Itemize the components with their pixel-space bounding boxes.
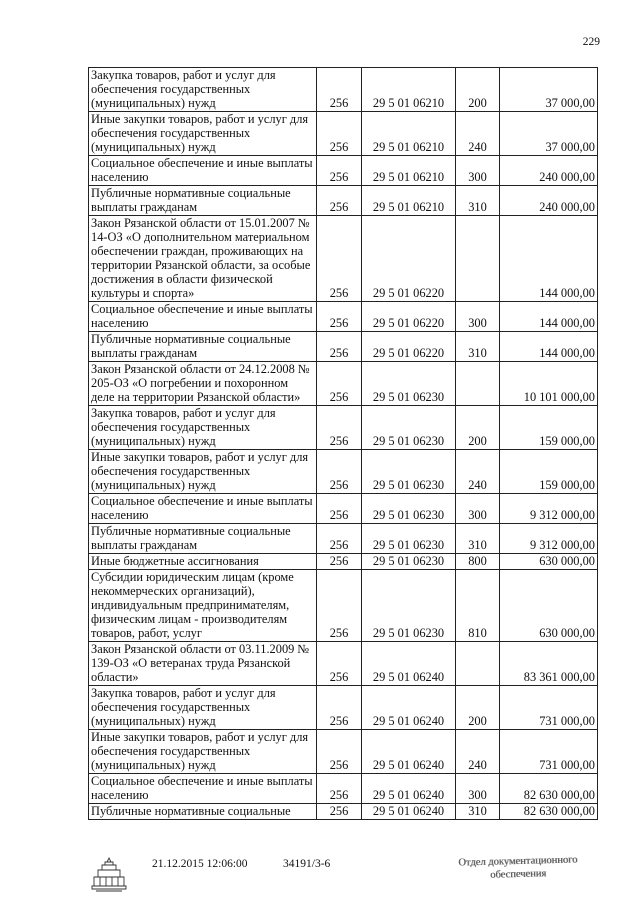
row-ved-code-cell: 256 — [317, 362, 362, 406]
row-expense-type-cell: 240 — [456, 112, 500, 156]
row-ved-code-cell: 256 — [317, 524, 362, 554]
table-row — [89, 156, 598, 186]
row-expense-type-cell — [456, 362, 500, 406]
row-amount-cell: 82 630 000,00 — [500, 774, 598, 804]
table-row — [89, 332, 598, 362]
row-ved-code-cell: 256 — [317, 68, 362, 112]
table-row — [89, 494, 598, 524]
row-amount-cell: 144 000,00 — [500, 332, 598, 362]
row-ved-code-cell: 256 — [317, 450, 362, 494]
coat-of-arms-icon — [88, 856, 130, 894]
row-ved-code-cell: 256 — [317, 216, 362, 302]
row-target-article-cell: 29 5 01 06210 — [362, 186, 456, 216]
row-name-cell: Публичные нормативные социальные выплаты гражданам — [89, 332, 317, 362]
row-name-cell: Закон Рязанской области от 15.01.2007 № 14-ОЗ «О дополнительном материальном обеспечении граждан, проживающих на территории Рязанской области, за особые достижения в области физической культуры и спорта» — [89, 216, 317, 302]
stamp-line-2: обеспечения — [489, 868, 547, 881]
row-name-cell: Закон Рязанской области от 03.11.2009 № 139-ОЗ «О ветеранах труда Рязанской области» — [89, 642, 317, 686]
table-row — [89, 216, 598, 302]
table-row — [89, 570, 598, 642]
row-name-cell: Социальное обеспечение и иные выплаты населению — [89, 302, 317, 332]
row-expense-type-cell: 200 — [456, 686, 500, 730]
footer-date: 21.12.2015 12:06:00 — [152, 858, 248, 870]
row-name-cell: Закупка товаров, работ и услуг для обеспечения государственных (муниципальных) нужд — [89, 686, 317, 730]
row-expense-type-cell: 310 — [456, 186, 500, 216]
page-footer — [0, 850, 640, 900]
row-target-article-cell: 29 5 01 06230 — [362, 406, 456, 450]
row-target-article-cell: 29 5 01 06230 — [362, 570, 456, 642]
row-amount-cell: 630 000,00 — [500, 570, 598, 642]
row-expense-type-cell — [456, 216, 500, 302]
row-ved-code-cell: 256 — [317, 686, 362, 730]
row-expense-type-cell: 200 — [456, 406, 500, 450]
row-target-article-cell: 29 5 01 06240 — [362, 804, 456, 820]
budget-table — [88, 67, 598, 820]
row-name-cell: Социальное обеспечение и иные выплаты населению — [89, 774, 317, 804]
row-amount-cell: 159 000,00 — [500, 450, 598, 494]
row-name-cell: Закон Рязанской области от 24.12.2008 № 205-ОЗ «О погребении и похоронном деле на территории Рязанской области» — [89, 362, 317, 406]
table-row — [89, 68, 598, 112]
row-expense-type-cell: 800 — [456, 554, 500, 570]
row-expense-type-cell: 300 — [456, 774, 500, 804]
row-target-article-cell: 29 5 01 06240 — [362, 642, 456, 686]
row-amount-cell: 10 101 000,00 — [500, 362, 598, 406]
row-ved-code-cell: 256 — [317, 554, 362, 570]
row-expense-type-cell: 310 — [456, 524, 500, 554]
row-amount-cell: 37 000,00 — [500, 112, 598, 156]
row-name-cell: Закупка товаров, работ и услуг для обеспечения государственных (муниципальных) нужд — [89, 406, 317, 450]
row-ved-code-cell: 256 — [317, 332, 362, 362]
table-row — [89, 554, 598, 570]
table-row — [89, 112, 598, 156]
row-target-article-cell: 29 5 01 06240 — [362, 774, 456, 804]
row-target-article-cell: 29 5 01 06210 — [362, 156, 456, 186]
row-name-cell: Субсидии юридическим лицам (кроме некоммерческих организаций), индивидуальным предпринимателям, физическим лицам - производителям товаров, работ, услуг — [89, 570, 317, 642]
table-row — [89, 524, 598, 554]
row-amount-cell: 82 630 000,00 — [500, 804, 598, 820]
table-row — [89, 302, 598, 332]
row-name-cell: Социальное обеспечение и иные выплаты населению — [89, 156, 317, 186]
row-expense-type-cell: 240 — [456, 450, 500, 494]
row-ved-code-cell: 256 — [317, 112, 362, 156]
row-name-cell: Иные закупки товаров, работ и услуг для обеспечения государственных (муниципальных) нужд — [89, 112, 317, 156]
row-target-article-cell: 29 5 01 06220 — [362, 302, 456, 332]
row-amount-cell: 731 000,00 — [500, 686, 598, 730]
row-ved-code-cell: 256 — [317, 774, 362, 804]
table-body — [89, 68, 598, 820]
table-row — [89, 186, 598, 216]
row-amount-cell: 83 361 000,00 — [500, 642, 598, 686]
row-amount-cell: 144 000,00 — [500, 216, 598, 302]
row-expense-type-cell: 240 — [456, 730, 500, 774]
row-target-article-cell: 29 5 01 06220 — [362, 216, 456, 302]
row-amount-cell: 240 000,00 — [500, 156, 598, 186]
row-target-article-cell: 29 5 01 06240 — [362, 686, 456, 730]
row-ved-code-cell: 256 — [317, 570, 362, 642]
row-expense-type-cell: 300 — [456, 156, 500, 186]
row-ved-code-cell: 256 — [317, 186, 362, 216]
row-expense-type-cell: 300 — [456, 302, 500, 332]
footer-document-code: 34191/3-6 — [283, 858, 331, 870]
row-target-article-cell: 29 5 01 06230 — [362, 494, 456, 524]
row-target-article-cell: 29 5 01 06220 — [362, 332, 456, 362]
row-target-article-cell: 29 5 01 06240 — [362, 730, 456, 774]
row-expense-type-cell — [456, 642, 500, 686]
row-expense-type-cell: 200 — [456, 68, 500, 112]
row-ved-code-cell: 256 — [317, 730, 362, 774]
row-amount-cell: 9 312 000,00 — [500, 494, 598, 524]
row-name-cell: Социальное обеспечение и иные выплаты населению — [89, 494, 317, 524]
row-amount-cell: 630 000,00 — [500, 554, 598, 570]
page-number: 229 — [582, 36, 600, 48]
row-ved-code-cell: 256 — [317, 302, 362, 332]
row-ved-code-cell: 256 — [317, 804, 362, 820]
table-row — [89, 450, 598, 494]
row-ved-code-cell: 256 — [317, 156, 362, 186]
row-amount-cell: 144 000,00 — [500, 302, 598, 332]
row-amount-cell: 9 312 000,00 — [500, 524, 598, 554]
row-name-cell: Публичные нормативные социальные выплаты гражданам — [89, 524, 317, 554]
row-name-cell: Публичные нормативные социальные — [89, 804, 317, 820]
row-target-article-cell: 29 5 01 06230 — [362, 554, 456, 570]
table-row — [89, 362, 598, 406]
row-target-article-cell: 29 5 01 06210 — [362, 68, 456, 112]
row-expense-type-cell: 300 — [456, 494, 500, 524]
row-name-cell: Публичные нормативные социальные выплаты гражданам — [89, 186, 317, 216]
row-target-article-cell: 29 5 01 06210 — [362, 112, 456, 156]
department-stamp — [438, 853, 599, 883]
row-expense-type-cell: 310 — [456, 804, 500, 820]
table-row — [89, 686, 598, 730]
row-ved-code-cell: 256 — [317, 494, 362, 524]
row-amount-cell: 240 000,00 — [500, 186, 598, 216]
row-ved-code-cell: 256 — [317, 406, 362, 450]
row-expense-type-cell: 810 — [456, 570, 500, 642]
row-expense-type-cell: 310 — [456, 332, 500, 362]
row-amount-cell: 731 000,00 — [500, 730, 598, 774]
table-row — [89, 730, 598, 774]
row-target-article-cell: 29 5 01 06230 — [362, 450, 456, 494]
row-ved-code-cell: 256 — [317, 642, 362, 686]
row-amount-cell: 37 000,00 — [500, 68, 598, 112]
row-target-article-cell: 29 5 01 06230 — [362, 524, 456, 554]
row-name-cell: Иные бюджетные ассигнования — [89, 554, 317, 570]
stamp-line-1: Отдел документационного — [458, 854, 578, 869]
table-row — [89, 804, 598, 820]
row-name-cell: Иные закупки товаров, работ и услуг для обеспечения государственных (муниципальных) нужд — [89, 730, 317, 774]
table-row — [89, 642, 598, 686]
table-row — [89, 406, 598, 450]
row-name-cell: Иные закупки товаров, работ и услуг для обеспечения государственных (муниципальных) нужд — [89, 450, 317, 494]
row-amount-cell: 159 000,00 — [500, 406, 598, 450]
table-row — [89, 774, 598, 804]
row-target-article-cell: 29 5 01 06230 — [362, 362, 456, 406]
row-name-cell: Закупка товаров, работ и услуг для обеспечения государственных (муниципальных) нужд — [89, 68, 317, 112]
